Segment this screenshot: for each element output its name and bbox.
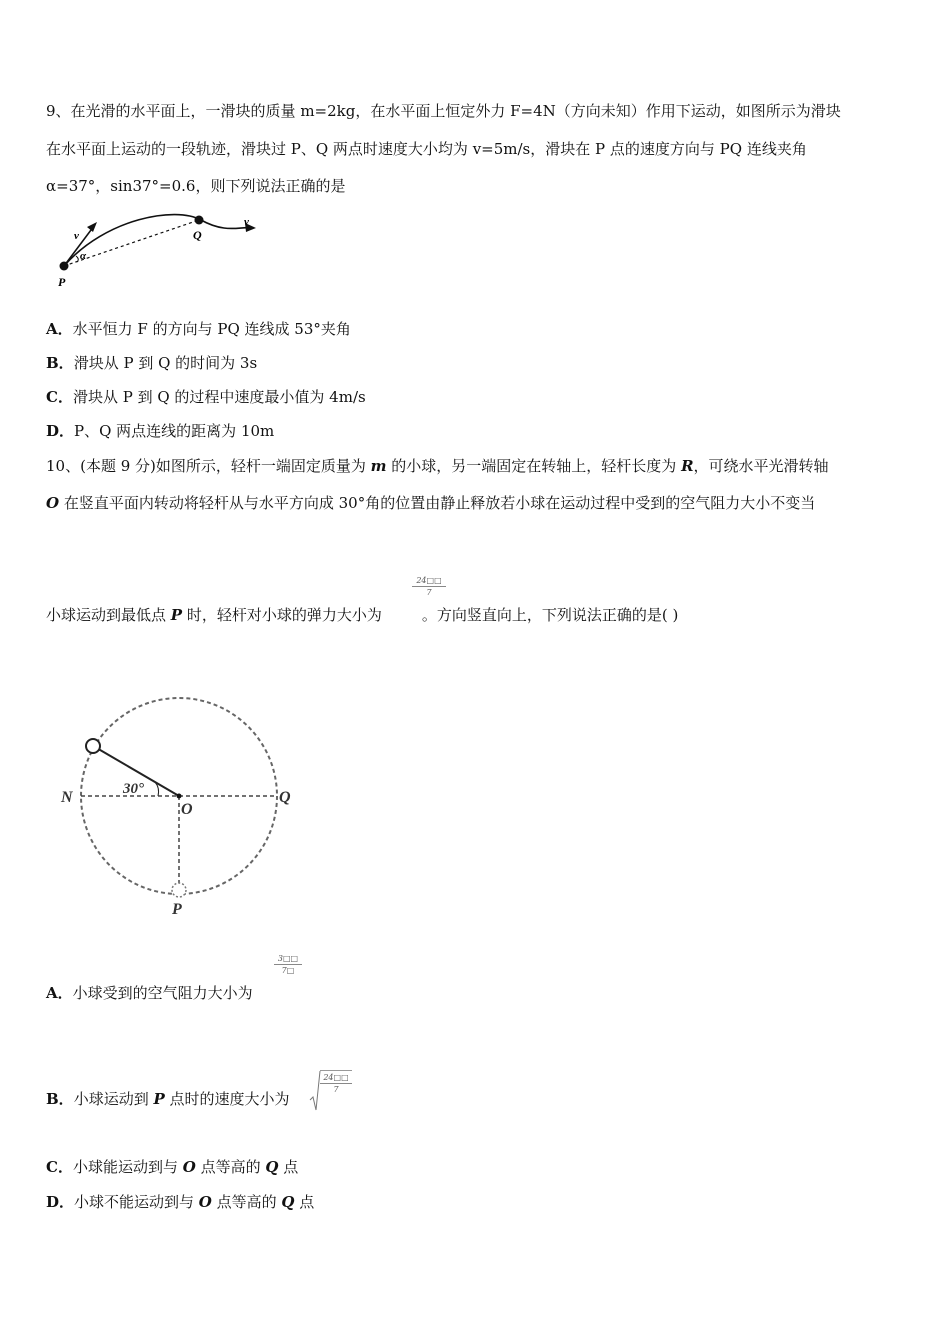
fraction-numerator: 24□□ [416,576,442,585]
label-p: P [172,901,182,918]
ball-at-p [172,883,186,897]
sqrt-overline [320,1070,352,1071]
option-letter: C． [46,388,73,406]
label-alpha: α [80,250,87,262]
q9-option-c [46,387,366,407]
var-p: P [153,1090,165,1108]
label-v-right: v [244,216,249,228]
option-letter: B． [46,1090,74,1108]
fraction-numerator: 24□□ [323,1073,349,1082]
option-letter: A． [46,320,73,338]
label-q: Q [279,789,291,806]
fraction-denominator: 7 [333,1085,339,1094]
q9-trajectory-figure [46,208,276,293]
var-o: O [46,494,60,512]
label-v-left: v [74,230,79,242]
velocity-arrowhead-p [87,222,97,232]
q10-option-a [46,983,253,1003]
trajectory-curve [64,215,251,266]
q9-option-d [46,421,274,441]
q10-option-d [46,1192,314,1212]
option-letter: D． [46,1193,75,1211]
text: 小球运动到最低点 [46,606,171,624]
label-o: O [181,801,193,818]
q10-line-1 [46,456,829,476]
q10-line-3 [46,605,678,625]
var-o: O [182,1158,196,1176]
text: 。方向竖直向上，下列说法正确的是( ) [421,606,679,624]
point-p [60,262,69,271]
question-number: 10、 [46,457,81,475]
q10-option-b [46,1089,290,1109]
q10-force-fraction [412,576,446,597]
option-letter: B． [46,354,74,372]
option-text: P、Q 两点连线的距离为 10m [74,422,275,440]
pivot-o [177,794,182,799]
option-text: 小球运动到 [73,1090,154,1108]
q9-option-a [46,319,351,339]
text: (本题 9 分)如图所示，轻杆一端固定质量为 [80,457,371,475]
text: 的小球，另一端固定在转轴上，轻杆长度为 [386,457,682,475]
var-o: O [198,1193,212,1211]
fraction-numerator: 3□□ [277,954,299,963]
point-q [195,216,204,225]
option-text: 小球受到的空气阻力大小为 [72,984,253,1002]
label-angle: 30° [123,781,144,797]
q10-option-c [46,1157,298,1177]
var-q: Q [281,1193,295,1211]
option-letter: C． [46,1158,73,1176]
var-r: R [681,457,694,475]
option-text: 滑块从 P 到 Q 的过程中速度最小值为 4m/s [72,388,366,406]
var-m: m [370,457,387,475]
fraction-denominator: 7□ [281,966,295,975]
text: ，可绕水平光滑转轴 [693,457,829,475]
q10-circle-figure [55,690,305,920]
option-letter: D． [46,422,75,440]
option-text: 点 [294,1193,315,1211]
label-n: N [61,789,73,806]
velocity-vector-p [64,226,94,266]
q9-line-3: α=37°，sin37°=0.6，则下列说法正确的是 [46,177,346,195]
q9-line-2: 在水平面上运动的一段轨迹，滑块过 P、Q 两点时速度大小均为 v=5m/s，滑块在 P 点的速度方向与 PQ 连线夹角 [46,140,807,158]
option-text: 点时的速度大小为 [164,1090,290,1108]
option-text: 水平恒力 F 的方向与 PQ 连线成 53°夹角 [72,320,351,338]
label-p: P [58,275,66,289]
alpha-arc [76,256,78,262]
q9-option-b [46,353,257,373]
label-q: Q [193,228,202,242]
q10-line-2 [46,493,815,513]
option-text: 点等高的 [195,1158,266,1176]
q10-a-fraction [274,954,302,975]
var-p: P [170,606,183,624]
text: 在竖直平面内转动将轻杆从与水平方向成 30°角的位置由静止释放若小球在运动过程中受到的空气阻力大小不变当 [59,494,816,512]
q9-line-1: 9、在光滑的水平面上，一滑块的质量 m=2kg，在水平面上恒定外力 F=4N（方向未知）作用下运动，如图所示为滑块 [46,102,841,120]
option-text: 滑块从 P 到 Q 的时间为 3s [73,354,258,372]
option-letter: A． [46,984,73,1002]
ball [86,739,100,753]
q10-b-fraction [320,1073,352,1094]
fraction-denominator: 7 [426,588,432,597]
option-text: 点 [278,1158,299,1176]
option-text: 点等高的 [211,1193,282,1211]
var-q: Q [265,1158,279,1176]
option-text: 小球不能运动到与 [74,1193,199,1211]
option-text: 小球能运动到与 [72,1158,183,1176]
text: 时，轻杆对小球的弹力大小为 [182,606,382,624]
